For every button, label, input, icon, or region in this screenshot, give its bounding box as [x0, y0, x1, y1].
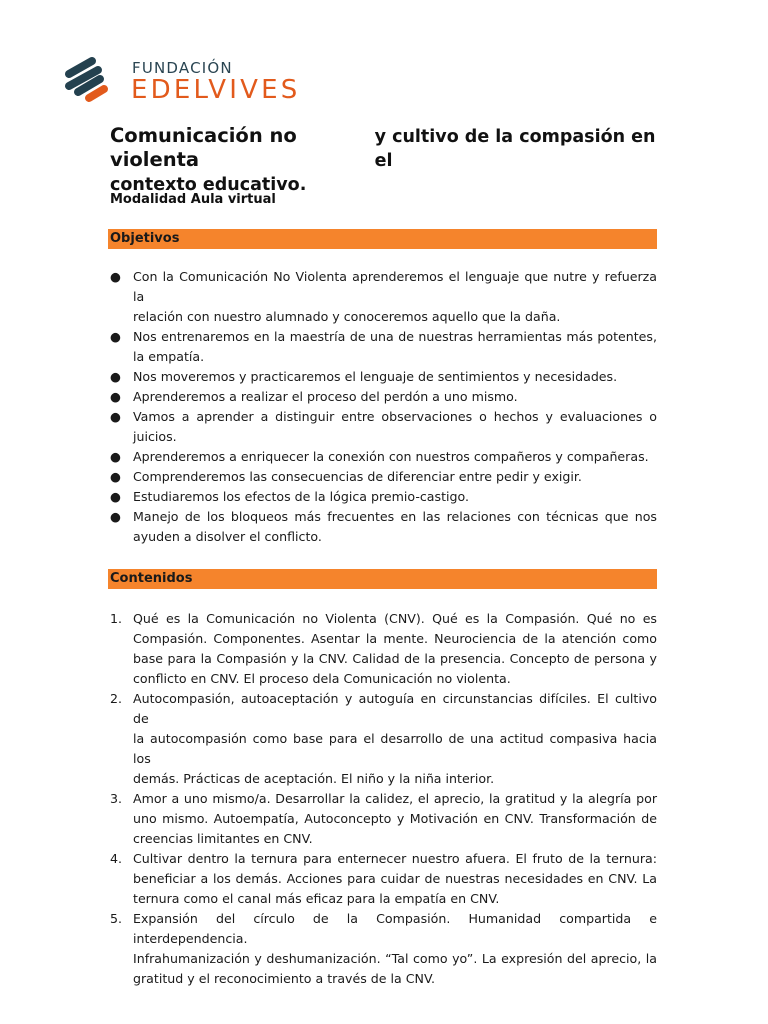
objective-item-marker: ● [110, 449, 121, 464]
objective-item-text-line: Manejo de los bloqueos más frecuentes en las relaciones con técnicas que nos [133, 509, 657, 524]
title-line-2: contexto educativo. [110, 175, 307, 195]
objective-item [110, 267, 657, 327]
objective-item-text-line: Aprenderemos a enriquecer la conexión con nuestros compañeros y compañeras. [133, 449, 649, 464]
content-item-text-line: demás. Prácticas de aceptación. El niño y la niña interior. [133, 771, 495, 786]
objective-item-text-line: ayuden a disolver el conflicto. [133, 529, 322, 544]
content-item-text-line: uno mismo. Autoempatía, Autoconcepto y Motivación en CNV. Transformación de [133, 811, 657, 826]
objective-item [110, 507, 657, 547]
section-title-contenidos: Contenidos [110, 571, 193, 586]
objectives-list [110, 267, 657, 547]
content-item-text-line: Compasión. Componentes. Asentar la mente. Neurociencia de la atención como [133, 631, 657, 646]
content-item-text-line: beneficiar a los demás. Acciones para cuidar de nuestras necesidades en CNV. La [133, 871, 657, 886]
objective-item-text-line: juicios. [133, 429, 177, 444]
objective-item-marker: ● [110, 489, 121, 504]
objective-item-marker: ● [110, 269, 121, 284]
section-title-objetivos: Objetivos [110, 231, 180, 246]
contents-list [110, 609, 657, 989]
content-item-text-line: base para la Compasión y la CNV. Calidad de la presencia. Concepto de persona y [133, 651, 657, 666]
fundacion-edelvives-logo [62, 54, 322, 110]
document-title [110, 124, 660, 197]
objective-item-text-line: relación con nuestro alumnado y conoceremos aquello que la daña. [133, 309, 561, 324]
content-item-marker: 1. [110, 611, 123, 626]
content-item [110, 689, 657, 789]
content-item-text-line: Expansión del círculo de la Compasión. Humanidad compartida e interdependencia. [133, 911, 657, 946]
content-item-marker: 2. [110, 691, 123, 706]
objective-item [110, 327, 657, 367]
content-item-marker: 3. [110, 791, 123, 806]
objective-item-marker: ● [110, 389, 121, 404]
objective-item-text-line: Estudiaremos los efectos de la lógica premio-castigo. [133, 489, 469, 504]
objective-item-marker: ● [110, 469, 121, 484]
title-continuation: y cultivo de la compasión en el [374, 127, 656, 171]
content-item-text-line: Amor a uno mismo/a. Desarrollar la calidez, el aprecio, la gratitud y la alegría por [133, 791, 657, 806]
content-item [110, 849, 657, 909]
objective-item [110, 467, 657, 487]
objective-item-text-line: Con la Comunicación No Violenta aprenderemos el lenguaje que nutre y refuerza la [133, 269, 657, 304]
objective-item-text-line: Nos entrenaremos en la maestría de una de nuestras herramientas más potentes, [133, 329, 657, 344]
content-item-text-line: la autocompasión como base para el desarrollo de una actitud compasiva hacia los [133, 731, 657, 766]
content-item [110, 609, 657, 689]
content-item-text-line: Autocompasión, autoaceptación y autoguía en circunstancias difíciles. El cultivo de [133, 691, 657, 726]
content-item-marker: 5. [110, 911, 123, 926]
objective-item [110, 407, 657, 447]
objective-item-marker: ● [110, 369, 121, 384]
content-item-text-line: Qué es la Comunicación no Violenta (CNV). Qué es la Compasión. Qué no es [133, 611, 657, 626]
title-main: Comunicación no violenta [110, 124, 297, 171]
content-item [110, 789, 657, 849]
objective-item [110, 487, 657, 507]
modality-label: Modalidad Aula virtual [110, 192, 276, 207]
section-header-objetivos [108, 229, 657, 249]
content-item-text-line: ternura como el canal más eficaz para la empatía en CNV. [133, 891, 500, 906]
content-item-text-line: creencias limitantes en CNV. [133, 831, 313, 846]
content-item [110, 909, 657, 989]
content-item-text-line: gratitud y el reconocimiento a través de la CNV. [133, 971, 435, 986]
objective-item-marker: ● [110, 509, 121, 524]
objective-item-text-line: Nos moveremos y practicaremos el lenguaje de sentimientos y necesidades. [133, 369, 618, 384]
content-item-marker: 4. [110, 851, 123, 866]
content-item-text-line: Infrahumanización y deshumanización. “Tal como yo”. La expresión del aprecio, la [133, 951, 657, 966]
logo-text-edelvives: EDELVIVES [131, 75, 301, 105]
objective-item-text-line: la empatía. [133, 349, 205, 364]
logo-mark-icon [62, 54, 122, 106]
objective-item [110, 447, 657, 467]
objective-item-marker: ● [110, 409, 121, 424]
objective-item-text-line: Comprenderemos las consecuencias de diferenciar entre pedir y exigir. [133, 469, 582, 484]
objective-item-text-line: Vamos a aprender a distinguir entre observaciones o hechos y evaluaciones o [133, 409, 657, 424]
content-item-text-line: conflicto en CNV. El proceso dela Comunicación no violenta. [133, 671, 511, 686]
objective-item [110, 367, 657, 387]
objective-item [110, 387, 657, 407]
objective-item-marker: ● [110, 329, 121, 344]
content-item-text-line: Cultivar dentro la ternura para enternecer nuestro afuera. El fruto de la ternura: [133, 851, 657, 866]
section-header-contenidos [108, 569, 657, 589]
objective-item-text-line: Aprenderemos a realizar el proceso del perdón a uno mismo. [133, 389, 518, 404]
logo-text-fundacion: FUNDACIÓN [132, 59, 233, 77]
